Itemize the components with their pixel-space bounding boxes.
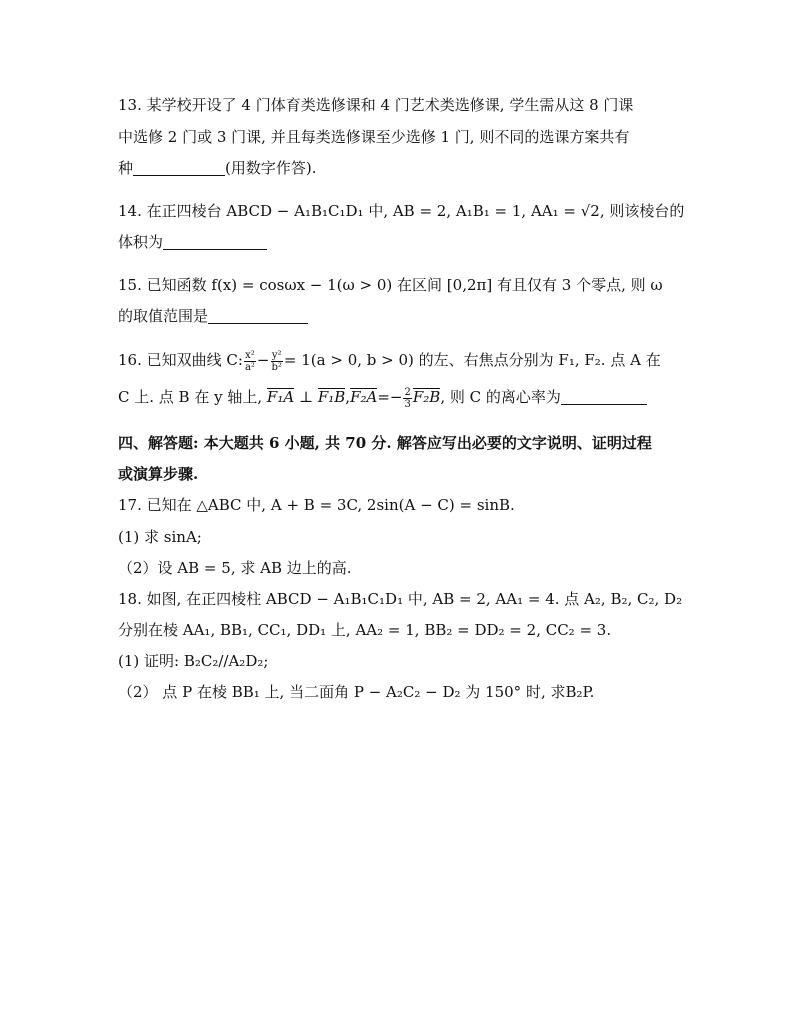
equals-negative: =−	[377, 388, 403, 406]
answer-blank-14[interactable]	[163, 233, 267, 250]
problem-14-prefix: 体积为	[118, 233, 164, 251]
fraction-y2-b2	[271, 350, 283, 373]
answer-blank-13[interactable]	[133, 159, 225, 176]
fraction-x2-a2	[244, 350, 256, 373]
problem-15-line-2	[118, 305, 693, 327]
minus-sign: −	[256, 351, 270, 369]
comma: ,	[345, 388, 351, 406]
problem-16-line-2-rest: , 则 C 的离心率为	[440, 388, 561, 406]
fraction-denominator: b²	[271, 361, 282, 373]
problem-13-prefix: 种	[118, 159, 134, 177]
problem-18-part-2: （2） 点 P 在棱 BB₁ 上, 当二面角 P − A₂C₂ − D₂ 为 150° 时, 求B₂P.	[118, 683, 595, 701]
problem-15-line-1: 15. 已知函数 f(x) = cosωx − 1(ω > 0) 在区间 [0,2π] 有且仅有 3 个零点, 则 ω	[118, 276, 663, 294]
problem-14-line-2	[118, 231, 693, 253]
problem-13-suffix: (用数字作答).	[225, 159, 317, 177]
vector-F1B: F₁B	[317, 388, 346, 406]
section-heading-line-2: 或演算步骤.	[118, 465, 199, 483]
answer-blank-15[interactable]	[208, 307, 308, 324]
problem-18-part-1: (1) 证明: B₂C₂//A₂D₂;	[118, 652, 269, 670]
problem-17-line-1: 17. 已知在 △ABC 中, A + B = 3C, 2sin(A − C) = sinB.	[118, 496, 515, 514]
perpendicular-sign: ⊥	[298, 388, 314, 406]
fraction-numerator: x²	[245, 349, 255, 361]
vector-F2A: F₂A	[350, 388, 378, 406]
section-heading-line-1: 四、解答题: 本大题共 6 小题, 共 70 分. 解答应写出必要的文字说明、证明过程	[118, 434, 652, 452]
problem-17-part-2: （2）设 AB = 5, 求 AB 边上的高.	[118, 559, 352, 577]
problem-16-line-2-prefix: C 上. 点 B 在 y 轴上,	[118, 388, 263, 406]
problem-18-line-2: 分别在棱 AA₁, BB₁, CC₁, DD₁ 上, AA₂ = 1, BB₂ = DD₂ = 2, CC₂ = 3.	[118, 621, 612, 639]
fraction-denominator: 3	[404, 398, 411, 410]
problem-15-prefix: 的取值范围是	[118, 307, 209, 325]
problem-16-prefix: 16. 已知双曲线 C:	[118, 351, 243, 369]
problem-16-line-2	[118, 386, 693, 410]
problem-13-line-2: 中选修 2 门或 3 门课, 并且每类选修课至少选修 1 门, 则不同的选课方案共有	[118, 128, 630, 146]
fraction-denominator: a²	[244, 361, 255, 373]
problem-14-line-1: 14. 在正四棱台 ABCD − A₁B₁C₁D₁ 中, AB = 2, A₁B₁ = 1, AA₁ = √2, 则该棱台的	[118, 202, 685, 220]
fraction-two-thirds	[403, 387, 411, 410]
problem-13-line-3	[118, 157, 693, 179]
problem-17-part-1: (1) 求 sinA;	[118, 528, 202, 546]
problem-16-line-1-rest: = 1(a > 0, b > 0) 的左、右焦点分别为 F₁, F₂. 点 A 在	[283, 351, 661, 369]
fraction-numerator: 2	[404, 386, 411, 398]
answer-blank-16[interactable]	[561, 388, 647, 405]
problem-18-line-1: 18. 如图, 在正四棱柱 ABCD − A₁B₁C₁D₁ 中, AB = 2, AA₁ = 4. 点 A₂, B₂, C₂, D₂	[118, 590, 683, 608]
problem-16-line-1	[118, 349, 693, 373]
vector-F1A: F₁A	[266, 388, 295, 406]
fraction-numerator: y²	[271, 349, 282, 361]
vector-F2B: F₂B	[412, 388, 441, 406]
problem-13-line-1: 13. 某学校开设了 4 门体育类选修课和 4 门艺术类选修课, 学生需从这 8 门课	[118, 96, 634, 114]
